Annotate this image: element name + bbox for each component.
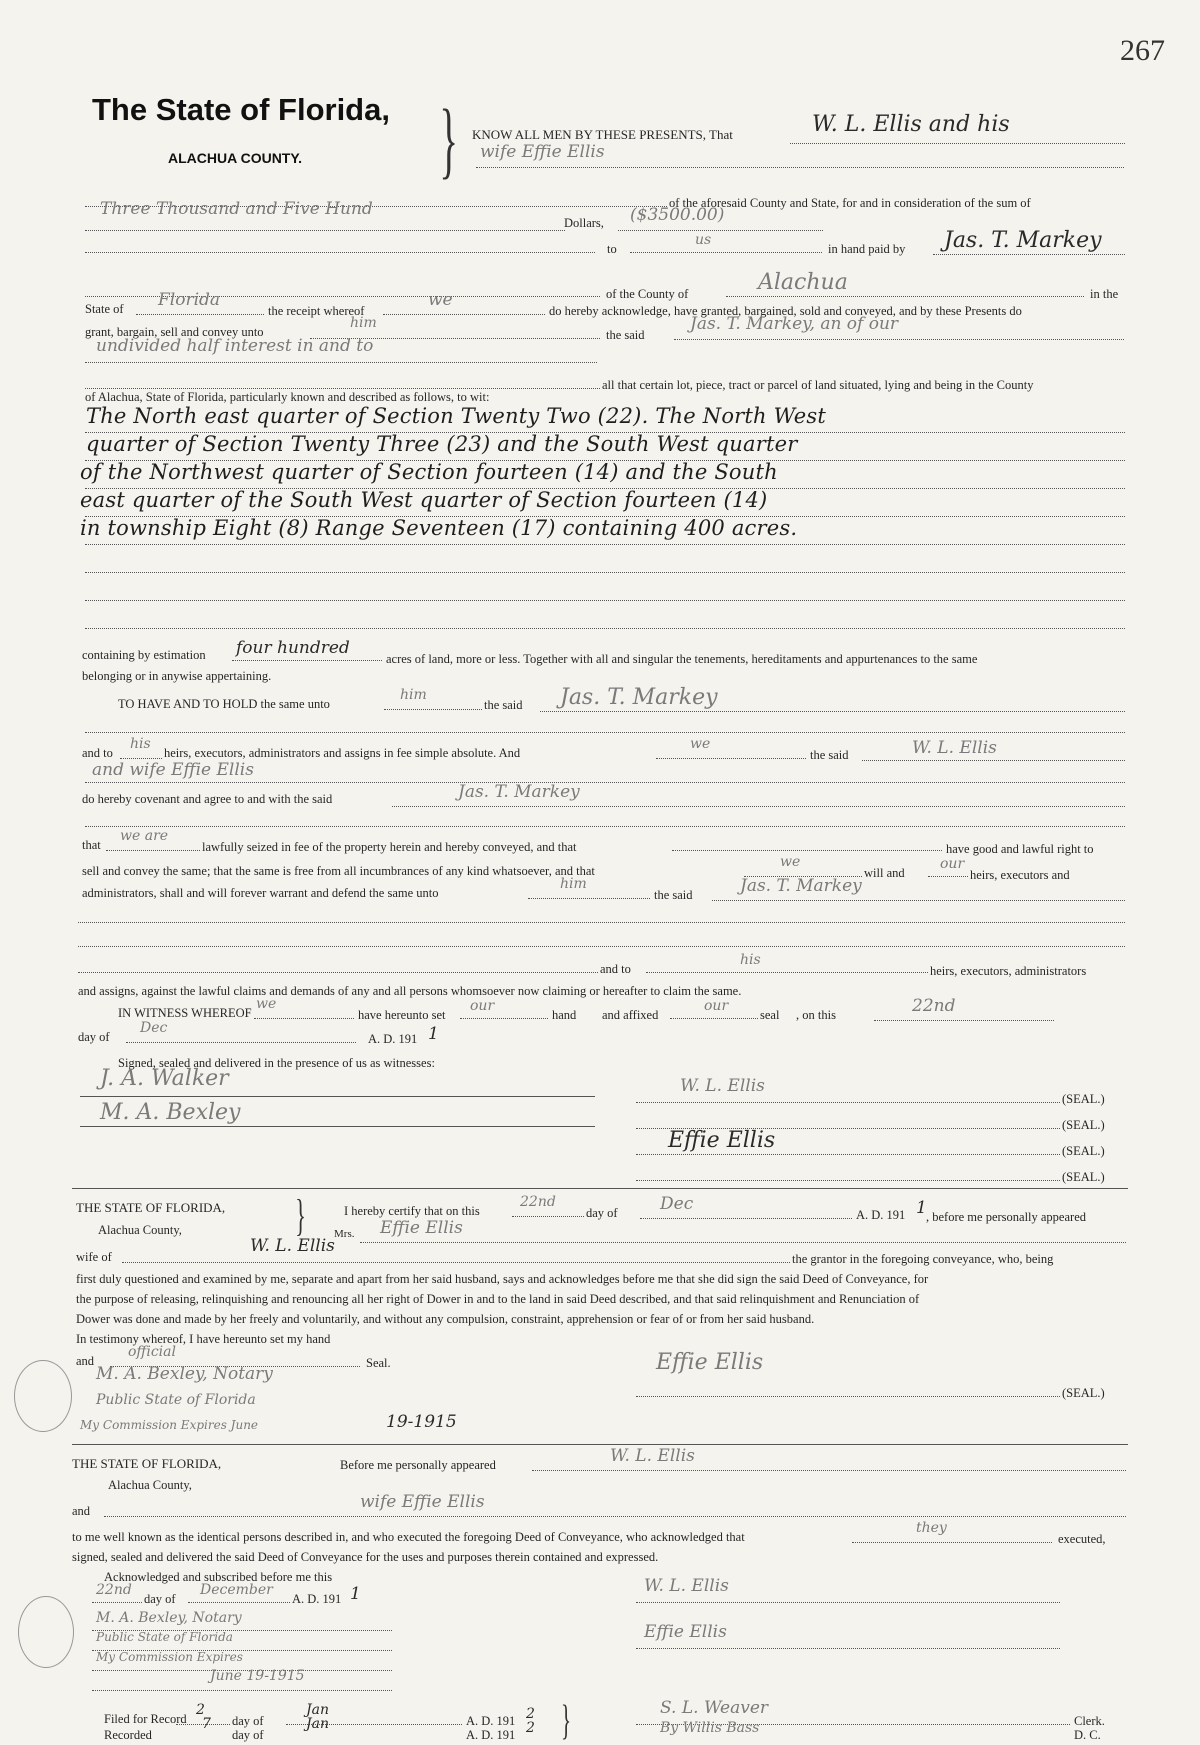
clerk-name: S. L. Weaver: [660, 1698, 769, 1718]
we-said: we: [690, 736, 711, 752]
that-label: that: [82, 838, 101, 852]
sell-convey-text: sell and convey the same; that the same is free from all incumbrances of any kind whatsoever, and that: [82, 864, 595, 878]
heirs-fee-text: heirs, executors, administrators and assigns in fee simple absolute. And: [164, 746, 521, 760]
cert-county: Alachua County,: [98, 1223, 182, 1237]
all-that-text: all that certain lot, piece, tract or parcel of land situated, lying and being in the County: [602, 378, 1034, 392]
ack-month: December: [200, 1582, 273, 1598]
ack-day-of: day of: [144, 1592, 176, 1606]
signature-1: W. L. Ellis: [680, 1076, 765, 1096]
ack-county: Alachua County,: [108, 1478, 192, 1492]
ack-notary-3: My Commission Expires: [96, 1650, 243, 1664]
description-line-4: east quarter of the South West quarter of Section fourteen (14): [80, 488, 768, 512]
our-heirs: our: [940, 856, 965, 872]
ack-state: THE STATE OF FLORIDA,: [72, 1456, 222, 1471]
cert-ad: A. D. 191: [856, 1208, 906, 1222]
seal-4: (SEAL.): [1062, 1170, 1105, 1184]
and-to-label: and to: [82, 746, 113, 760]
filed-day: 2: [196, 1702, 205, 1718]
lawfully-text: lawfully seized in fee of the property herein and hereby conveyed, and that: [202, 840, 577, 854]
witness-we: we: [256, 996, 277, 1012]
grantor-in-text: the grantor in the foregoing conveyance, who, being: [792, 1252, 1054, 1266]
ad-label: A. D. 191: [368, 1032, 418, 1046]
witness-1: J. A. Walker: [100, 1066, 229, 1091]
notary-line-2: Public State of Florida: [96, 1392, 256, 1408]
witness-2: M. A. Bexley: [100, 1100, 241, 1125]
cert-brace-icon: }: [295, 1191, 306, 1240]
in-the-text: in the: [1090, 287, 1119, 301]
seal-2: (SEAL.): [1062, 1118, 1105, 1132]
filed-month: Jan: [306, 1702, 329, 1718]
heirs-exec-text: heirs, executors and: [970, 868, 1070, 882]
filed-year: 2: [526, 1706, 535, 1722]
ack-year: 1: [350, 1584, 361, 1604]
heirs-exec-text-2: heirs, executors, administrators: [930, 964, 1087, 978]
filed-day-of: day of: [232, 1714, 264, 1728]
acres-text: acres of land, more or less. Together with all and singular the tenements, hereditaments and appurtenances to the same: [386, 652, 978, 666]
on-this-text: , on this: [796, 1008, 836, 1022]
heirs-of: his: [130, 736, 151, 752]
description-line-2: quarter of Section Twenty Three (23) and the South West quarter: [86, 432, 798, 456]
our-hand: our: [470, 998, 495, 1014]
acknowledge-text: do hereby acknowledge, have granted, bargained, sold and conveyed, and by these Presents do: [549, 304, 1022, 318]
of-county-text: of the County of: [606, 287, 689, 301]
brace-icon: }: [439, 91, 458, 187]
defend-unto: him: [560, 876, 587, 892]
said-grantors: W. L. Ellis: [912, 738, 997, 758]
certify-text: I hereby certify that on this: [344, 1204, 480, 1218]
will-and-label: will and: [864, 866, 905, 880]
page-number: 267: [1120, 34, 1165, 67]
seal-dot-label: Seal.: [366, 1356, 391, 1370]
rec-day: 7: [202, 1716, 211, 1732]
ack-notary-4: June 19-1915: [210, 1668, 305, 1684]
ack-notary-2: Public State of Florida: [96, 1630, 233, 1644]
dower-text: Dower was done and made by her freely and voluntarily, and without any compulsion, constraint, apprehension or fear of or from her said husband.: [76, 1312, 815, 1326]
paid-to: us: [695, 232, 712, 248]
rec-ad: A. D. 191: [466, 1728, 516, 1742]
to-have-text: TO HAVE AND TO HOLD the same unto: [118, 697, 330, 711]
grantee-name: Jas. T. Markey: [944, 228, 1102, 253]
witness-year: 1: [428, 1024, 439, 1044]
have-hereunto-text: have hereunto set: [358, 1008, 446, 1022]
wife-of-label: wife of: [76, 1250, 112, 1264]
and-to-his: his: [740, 952, 761, 968]
rec-month: Jan: [306, 1716, 329, 1732]
undivided-text: undivided half interest in and to: [96, 336, 374, 356]
ack-notary-1: M. A. Bexley, Notary: [96, 1610, 242, 1626]
ack-signature-1: W. L. Ellis: [644, 1576, 729, 1596]
covenant-text: do hereby covenant and agree to and with the said: [82, 792, 333, 806]
and-affixed-text: and affixed: [602, 1008, 659, 1022]
and-label: and: [76, 1354, 95, 1368]
administrators-text: administrators, shall and will forever warrant and defend the same unto: [82, 886, 439, 900]
day-of-label: day of: [78, 1030, 110, 1044]
filed-label: Filed for Record: [104, 1712, 187, 1726]
belonging-text: belonging or in anywise appertaining.: [82, 669, 272, 683]
state-title: The State of Florida,: [92, 92, 390, 127]
containing-label: containing by estimation: [82, 648, 206, 662]
testimony-and: official: [128, 1344, 176, 1360]
aforesaid-text: of the aforesaid County and State, for and in consideration of the sum of: [669, 196, 1031, 210]
grant-bargain-text: grant, bargain, sell and convey unto: [85, 325, 264, 339]
to-label: to: [607, 242, 617, 256]
to-me-text: to me well known as the identical persons described in, and who executed the foregoing Deed of Conveyance, who acknowledged that: [72, 1530, 745, 1544]
notary-seal-stamp: [14, 1360, 72, 1432]
in-hand-paid-text: in hand paid by: [828, 242, 906, 256]
the-said-label-2: the said: [484, 698, 523, 712]
filed-ad: A. D. 191: [466, 1714, 516, 1728]
have-good-text: have good and lawful right to: [946, 842, 1094, 856]
before-me-text: , before me personally appeared: [926, 1210, 1086, 1224]
testimony-text: In testimony whereof, I have hereunto set my hand: [76, 1332, 331, 1346]
notary-line-1: M. A. Bexley, Notary: [96, 1364, 273, 1384]
will-we: we: [780, 854, 801, 870]
that-we: we are: [120, 828, 169, 844]
ack-seal-stamp: [18, 1596, 74, 1668]
notary-year: 19-1915: [386, 1412, 457, 1432]
clerk-label: Clerk.: [1074, 1714, 1105, 1728]
rec-year: 2: [526, 1720, 535, 1736]
ack-signature-2: Effie Ellis: [644, 1622, 727, 1642]
wife-of-name: W. L. Ellis: [250, 1236, 335, 1256]
cert-day-of: day of: [586, 1206, 618, 1220]
mrs-name: Effie Ellis: [380, 1218, 463, 1238]
signed-text: Signed, sealed and delivered in the presence of us as witnesses:: [118, 1056, 435, 1070]
ack-day: 22nd: [96, 1582, 132, 1598]
covenant-with: Jas. T. Markey: [458, 782, 580, 802]
seal-3: (SEAL.): [1062, 1144, 1105, 1158]
appeared-2: wife Effie Ellis: [360, 1492, 485, 1512]
receipt-by: we: [428, 290, 453, 310]
acknowledged-text: Acknowledged and subscribed before me this: [104, 1570, 333, 1584]
description-line-1: The North east quarter of Section Twenty Two (22). The North West: [86, 404, 826, 428]
seal-label-text: seal: [760, 1008, 780, 1022]
county-of-name: Alachua: [758, 270, 848, 295]
grantor-wife: wife Effie Ellis: [480, 142, 605, 162]
filed-brace-icon: }: [561, 1698, 572, 1744]
our-seal: our: [704, 998, 729, 1014]
dc-name: By Willis Bass: [660, 1720, 760, 1736]
grantor-name: W. L. Ellis and his: [812, 112, 1010, 137]
witness-month: Dec: [140, 1020, 168, 1036]
cert-signature: Effie Ellis: [656, 1350, 764, 1375]
signed-sealed-text: signed, sealed and delivered the said Deed of Conveyance for the uses and purposes therein contained and expressed.: [72, 1550, 659, 1564]
cert-seal: (SEAL.): [1062, 1386, 1105, 1400]
cert-state: THE STATE OF FLORIDA,: [76, 1200, 226, 1215]
appeared-1: W. L. Ellis: [610, 1446, 695, 1466]
executed-label: executed,: [1058, 1532, 1106, 1546]
hold-said: Jas. T. Markey: [560, 685, 718, 710]
witness-day: 22nd: [912, 996, 956, 1016]
hold-unto: him: [400, 687, 427, 703]
cert-month: Dec: [660, 1194, 694, 1214]
state-of-name: Florida: [158, 290, 221, 310]
the-said-label-4: the said: [654, 888, 693, 902]
grant-unto: him: [350, 315, 377, 331]
in-witness-text: IN WITNESS WHEREOF: [118, 1006, 252, 1020]
know-all-text: KNOW ALL MEN BY THESE PRESENTS, That: [472, 127, 733, 142]
and-to-label-2: and to: [600, 962, 631, 976]
of-alachua-text: of Alachua, State of Florida, particularly known and described as follows, to wit:: [85, 390, 490, 404]
hand-label: hand: [552, 1008, 577, 1022]
dc-label: D. C.: [1074, 1728, 1101, 1742]
mrs-label: Mrs.: [334, 1228, 355, 1240]
ack-ad: A. D. 191: [292, 1592, 342, 1606]
estimation-acres: four hundred: [236, 638, 350, 658]
purpose-text: the purpose of releasing, relinquishing and renouncing all her right of Dower in and to the land in said Deed described, and that said relinquishment and Renunciation of: [76, 1292, 920, 1306]
and-wife: and wife Effie Ellis: [92, 760, 254, 780]
consideration-amount: ($3500.00): [630, 205, 725, 225]
state-of-label: State of: [85, 302, 124, 316]
the-said-label: the said: [606, 328, 645, 342]
rec-day-of: day of: [232, 1728, 264, 1742]
county-title: ALACHUA COUNTY.: [168, 150, 303, 166]
ack-and-label: and: [72, 1504, 91, 1518]
signature-2: Effie Ellis: [668, 1128, 776, 1153]
description-line-3: of the Northwest quarter of Section fourteen (14) and the South: [80, 460, 778, 484]
notary-line-3: My Commission Expires June: [80, 1418, 259, 1432]
cert-year: 1: [916, 1198, 927, 1218]
first-duly-text: first duly questioned and examined by me, separate and apart from her said husband, says and acknowledges before me that she did sign the said Deed of Conveyance, for: [76, 1272, 929, 1286]
dollars-label: Dollars,: [564, 216, 604, 230]
personally-text: Before me personally appeared: [340, 1458, 496, 1472]
defend-said: Jas. T. Markey: [740, 876, 862, 896]
receipt-whereof-text: the receipt whereof: [268, 304, 365, 318]
recorded-label: Recorded: [104, 1728, 152, 1742]
assigns-text: and assigns, against the lawful claims and demands of any and all persons whomsoever now claiming or hereafter to claim the same.: [78, 984, 742, 998]
description-line-5: in township Eight (8) Range Seventeen (17) containing 400 acres.: [80, 516, 798, 540]
said-grantee-interest: Jas. T. Markey, an of our: [690, 314, 899, 334]
the-said-label-3: the said: [810, 748, 849, 762]
they: they: [916, 1520, 947, 1536]
cert-day: 22nd: [520, 1194, 556, 1210]
seal-1: (SEAL.): [1062, 1092, 1105, 1106]
consideration-words: Three Thousand and Five Hund: [100, 199, 373, 219]
